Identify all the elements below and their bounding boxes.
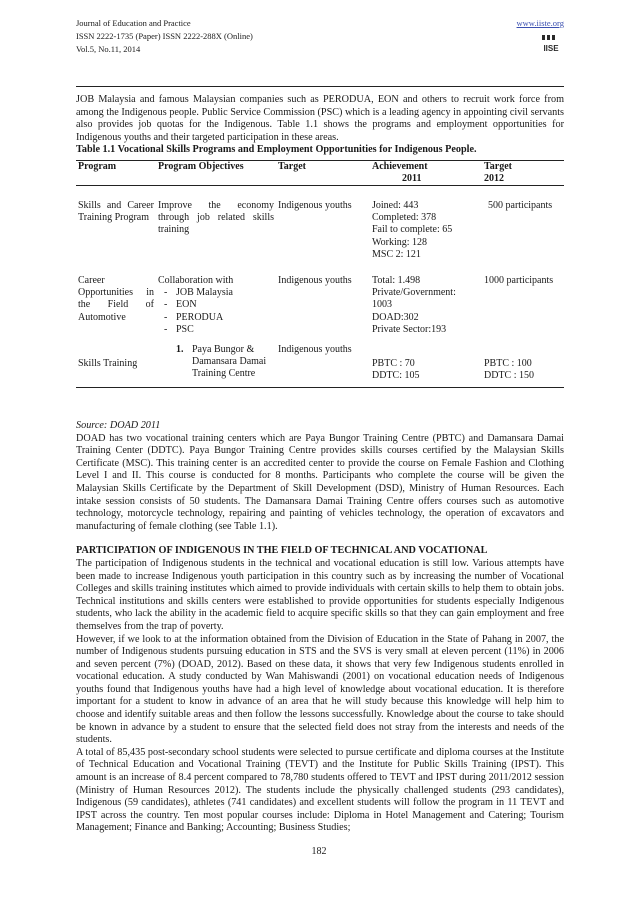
paragraph: However, if we look to at the information obtained from the Division of Education in the State of Pahang in 2007, the number of Indigenous students pursuing education in STS and the SVS is very small at eleven percent (11%) in 2006 and seven percent (7%) (DOAD, 2012). Based on these data, it shows that very few Indigenous students enrolled in vocational education. A study conducted by Wan Mahiswandi (2001) on vocational education needs of Indigenous youths found that Indigenous youths have had a high level of knowledge about vocational education. It is therefore important for a student to know in advance of an area that he will study because this knowledge will help him to choose and identify suitable areas and then follow the lessons successfully. Knowledge about the course to take should be known in advance by a student to ensure that the selected field does not stray from the interests and needs of the students. [76, 633, 564, 746]
logo-text: IISE [543, 44, 559, 53]
cell-target: Indigenous youths [278, 199, 352, 211]
main-text-block [76, 420, 564, 835]
cell-target: Indigenous youths [278, 274, 352, 286]
issn-line: ISSN 2222-1735 (Paper) ISSN 2222-288X (Online) [76, 31, 253, 41]
journal-title: Journal of Education and Practice [76, 18, 191, 28]
cell-program: Career Opportunities in the Field of Automotive [78, 274, 154, 323]
table-caption: Table 1.1 Vocational Skills Programs and Employment Opportunities for Indigenous People. [76, 144, 477, 156]
cell-achievement: Total: 1.498 Private/Government: 1003 DOAD:302 Private Sector:193 [372, 274, 456, 335]
cell-achievement: PBTC : 70 DDTC: 105 [370, 344, 482, 387]
cell-objectives: Collaboration with - JOB Malaysia - EON - PERODUA - PSC [156, 275, 276, 336]
paragraph: DOAD has two vocational training centers which are Paya Bungor Training Centre (PBTC) and Damansara Damai Training Center (DDTC). Paya Bungor Training Centre provides skills courses certified by the Malaysian Skills Certificate (MSC). This training center is an accredited center to provide the course on Female Fashion and Clothing Level I and II. This course is conducted for 8 months. Participants who complete the course will be given the Malaysian Skills Certificate by the Department of Skill Development (DSD), Ministry of Human Resources. Each intake session consists of 50 students. The Damansara Damai Training Centre offers courses such as automotive technology, motorcycle technology, repairing and painting of vehicles technology, the operation of excavators and manufacturing of female clothing (see Table 1.1). [76, 432, 564, 532]
table-row [76, 200, 564, 261]
cell-objectives: Improve the economy through job related skills training [158, 199, 274, 236]
table-row [76, 275, 564, 336]
intro-text: JOB Malaysia and famous Malaysian companies such as PERODUA, EON and others to recruit work force from among the Indigenous people. Public Service Commission (PSC) which is a leading agency in appointing civil servants also provides job quotas for the Indigenous. Table 1.1 shows the programs and employment opportunities for Indigenous youths and their targeted participation in these areas. [76, 94, 564, 143]
table-header-row [76, 161, 564, 186]
col-header-objectives: Program Objectives [156, 161, 276, 186]
cell-program: Skills and Career Training Program [78, 199, 154, 224]
paragraph: A total of 85,435 post-secondary school students were selected to pursue certificate and diploma courses at the Institute of Technical Education and Vocational Training (TEVT) and the Institute for Public Skills Training (IPST). This amount is an increase of 8.4 percent compared to 78,780 students offered to TEVT and IPST during 2011/2012 session (Ministry of Human Resources 2012). The students include the physically challenged students (293 candidates), Indigenous (59 candidates), athletes (741 candidates) and excellent students will follow the program in 11 TEVT and IPST across the country. Ten most popular courses include: Diploma in Hotel Management and Catering; Tourism Management; Finance and Banking; Accounting; Business Studies; [76, 746, 564, 834]
intro-paragraph [76, 94, 564, 157]
volume-line: Vol.5, No.11, 2014 [76, 44, 141, 54]
header-rule [76, 86, 564, 87]
cell-achievement: Joined: 443 Completed: 378 Fail to complete: 65 Working: 128 MSC 2: 121 [372, 199, 453, 260]
cell-program: Skills Training [76, 344, 156, 387]
table-source: Source: DOAD 2011 [76, 420, 161, 431]
journal-url-link[interactable]: www.iiste.org [516, 18, 564, 28]
cell-objectives: 1. Paya Bungor & Damansara Damai Training Centre [156, 344, 276, 387]
col-header-target: Target [276, 161, 370, 186]
table-row [76, 344, 564, 387]
paragraph: The participation of Indigenous students in the technical and vocational education is still low. Various attempts have been made to increase Indigenous youth participation in this country such as by increasing the number of Vocational Colleges and skills training institutes which aimed to provide individuals with certain skills to help them to obtain jobs. Technical institutions and skills centers were established to provide opportunities for students especially Indigenous students, who lack the ability in the academic field to acquire specific skills so that they can gain employment and free themselves from the trap of poverty. [76, 557, 564, 632]
cell-target-2012: PBTC : 100 DDTC : 150 [482, 344, 564, 387]
cell-target-2012: 1000 participants [484, 274, 554, 286]
page-number: 182 [311, 846, 327, 857]
section-heading: PARTICIPATION OF INDIGENOUS IN THE FIELD OF TECHNICAL AND VOCATIONAL [76, 545, 488, 557]
col-header-program: Program [76, 161, 156, 186]
programs-table [76, 160, 564, 388]
iiste-logo-icon [540, 34, 562, 54]
cell-target-2012: 500 participants [488, 199, 553, 211]
col-header-achievement: Achievement 2011 [370, 161, 482, 186]
cell-target: Indigenous youths [276, 344, 370, 387]
col-header-target-2012: Target 2012 [482, 161, 564, 186]
